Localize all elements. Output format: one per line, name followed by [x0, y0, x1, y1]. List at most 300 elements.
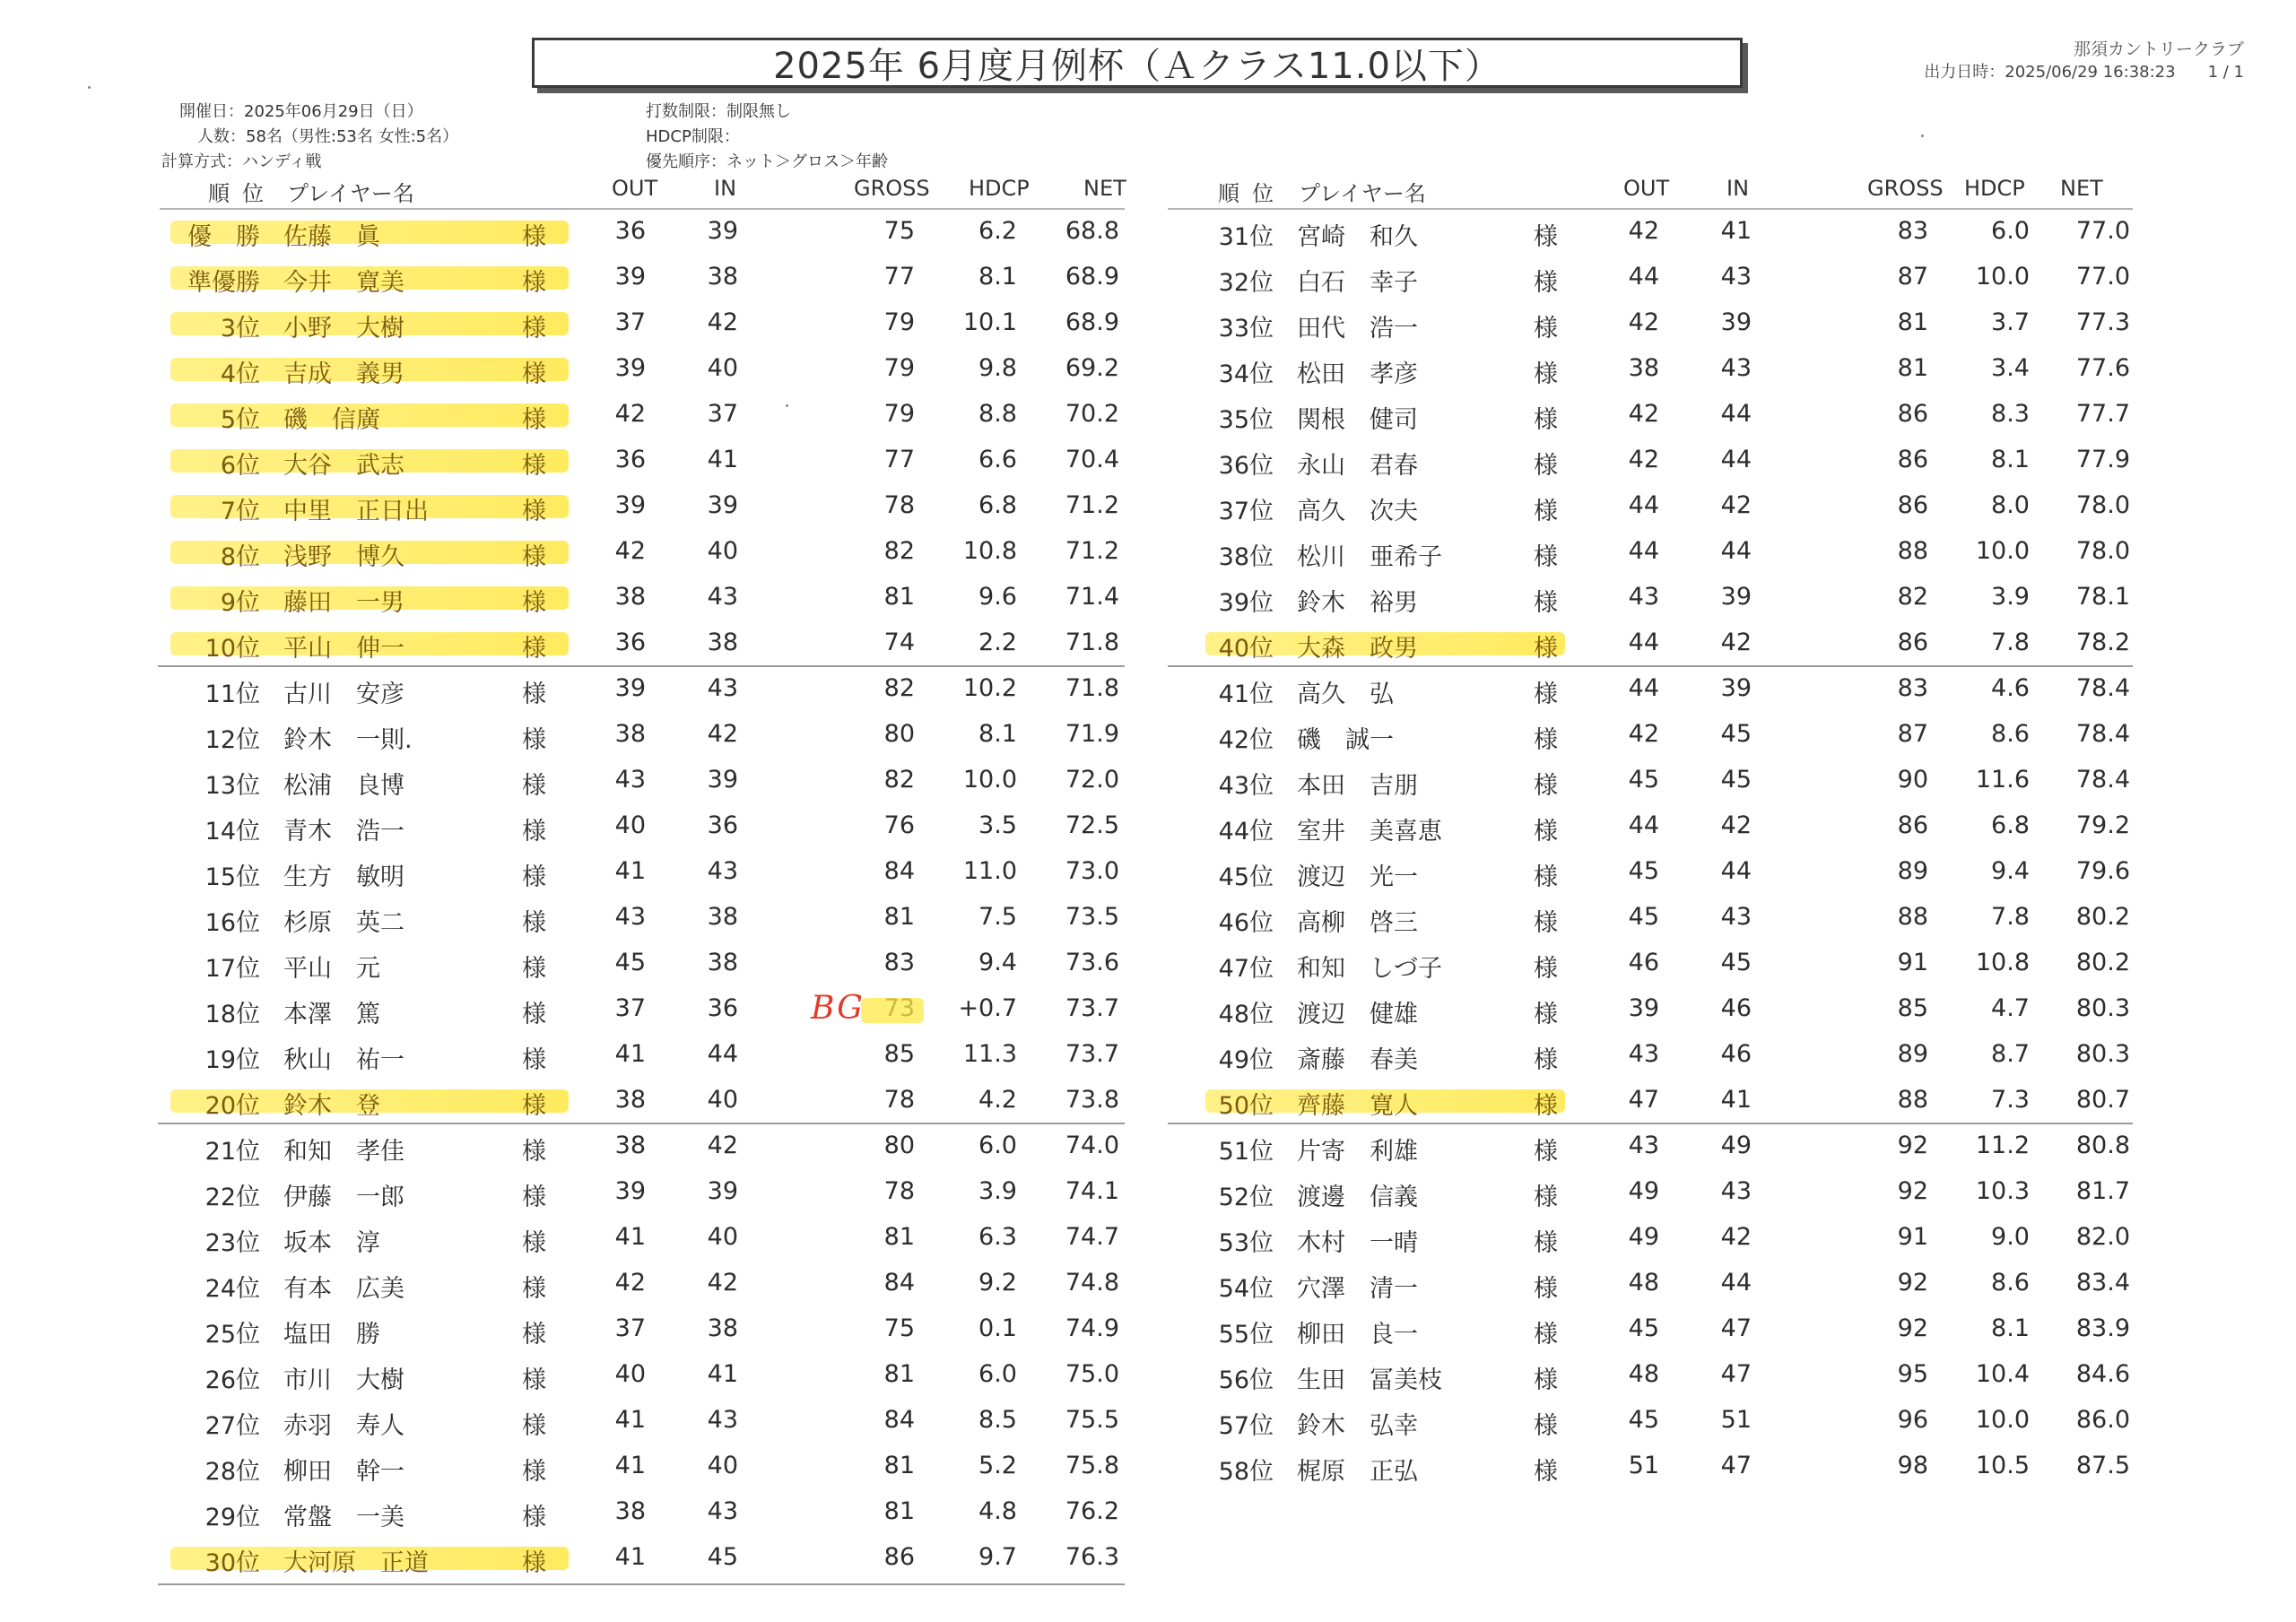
cell-net: 77.6	[2075, 354, 2130, 382]
cell-name: 齊藤 寛人	[1297, 1092, 1418, 1120]
cell-hdcp: 6.8	[1991, 811, 2030, 839]
cell-name: 生方 敏明	[283, 863, 404, 891]
cell-name: 磯 信廣	[283, 406, 380, 434]
table-row	[0, 301, 2296, 347]
cell-name: 赤羽 寿人	[283, 1412, 404, 1440]
cell-in: 36	[707, 811, 738, 839]
cell-in: 38	[707, 903, 738, 931]
cell-rank: 13位	[204, 772, 260, 800]
cell-in: 44	[1720, 400, 1752, 428]
cell-name: 有本 広美	[283, 1275, 404, 1303]
cell-out: 42	[1628, 720, 1659, 748]
scan-speck	[1921, 134, 1924, 137]
right-header-out: OUT	[1623, 176, 1670, 201]
cell-honor: 様	[522, 726, 546, 754]
cell-out: 36	[614, 629, 646, 656]
left-header-in: IN	[714, 176, 737, 201]
cell-name: 永山 君春	[1297, 452, 1418, 480]
cell-gross: 83	[1897, 217, 1928, 245]
cell-name: 田代 浩一	[1297, 315, 1418, 343]
cell-gross: 91	[1897, 1223, 1928, 1251]
cell-rank: 46位	[1218, 909, 1274, 937]
cell-net: 76.3	[1065, 1543, 1119, 1571]
cell-honor: 様	[522, 498, 546, 525]
cell-hdcp: 9.4	[978, 949, 1017, 976]
cell-in: 40	[707, 537, 738, 565]
cell-honor: 様	[522, 1458, 546, 1486]
cell-hdcp: 10.0	[1975, 263, 2030, 291]
cell-hdcp: 10.0	[962, 766, 1017, 794]
cell-honor: 様	[1534, 863, 1558, 891]
cell-in: 45	[707, 1543, 738, 1571]
cell-out: 44	[1628, 491, 1659, 519]
cell-honor: 様	[522, 909, 546, 937]
cell-out: 44	[1628, 629, 1659, 656]
cell-out: 42	[1628, 446, 1659, 473]
cell-gross: 83	[1897, 674, 1928, 702]
cell-rank: 19位	[204, 1046, 260, 1074]
cell-honor: 様	[1534, 315, 1558, 343]
cell-name: 木村 一晴	[1297, 1229, 1418, 1257]
cell-honor: 様	[522, 1046, 546, 1074]
table-row	[0, 530, 2296, 576]
cell-honor: 様	[522, 635, 546, 663]
cell-rank: 30位	[204, 1549, 260, 1577]
cell-hdcp: 3.9	[978, 1177, 1017, 1205]
cell-honor: 様	[522, 1366, 546, 1394]
cell-out: 43	[1628, 1040, 1659, 1068]
cell-rank: 20位	[204, 1092, 260, 1120]
cell-net: 86.0	[2075, 1406, 2130, 1434]
cell-name: 穴澤 清一	[1297, 1275, 1418, 1303]
cell-name: 松田 孝彦	[1297, 360, 1418, 388]
cell-name: 白石 幸子	[1297, 269, 1418, 297]
cell-hdcp: 6.8	[978, 491, 1017, 519]
cell-rank: 8位	[220, 543, 260, 571]
cell-net: 80.2	[2075, 903, 2130, 931]
cell-hdcp: 6.6	[978, 446, 1017, 473]
cell-in: 44	[1720, 537, 1752, 565]
table-row	[0, 256, 2296, 301]
cell-gross: 80	[883, 1132, 915, 1159]
cell-name: 松川 亜希子	[1297, 543, 1442, 571]
cell-hdcp: 8.0	[1991, 491, 2030, 519]
cell-hdcp: 10.4	[1975, 1360, 2030, 1388]
hdcp-limit: HDCP制限：	[646, 127, 740, 146]
cell-out: 43	[1628, 1132, 1659, 1159]
cell-hdcp: 9.8	[978, 354, 1017, 382]
cell-rank: 34位	[1218, 360, 1274, 388]
cell-gross: 75	[883, 217, 915, 245]
cell-in: 42	[707, 720, 738, 748]
cell-out: 41	[614, 1040, 646, 1068]
cell-rank: 36位	[1218, 452, 1274, 480]
cell-out: 44	[1628, 263, 1659, 291]
cell-honor: 様	[1534, 818, 1558, 846]
cell-out: 49	[1628, 1223, 1659, 1251]
cell-rank: 44位	[1218, 818, 1274, 846]
cell-in: 39	[707, 1177, 738, 1205]
cell-hdcp: 8.1	[978, 720, 1017, 748]
cell-name: 渡邊 信義	[1297, 1184, 1418, 1211]
cell-rank: 58位	[1218, 1458, 1274, 1486]
cell-name: 鈴木 登	[283, 1092, 380, 1120]
cell-net: 73.7	[1065, 994, 1119, 1022]
cell-net: 77.9	[2075, 446, 2130, 473]
cell-honor: 様	[1534, 1229, 1558, 1257]
cell-gross: 81	[1897, 354, 1928, 382]
cell-net: 80.7	[2075, 1086, 2130, 1114]
cell-hdcp: 10.0	[1975, 537, 2030, 565]
cell-out: 41	[614, 1223, 646, 1251]
cell-name: 宮崎 和久	[1297, 223, 1418, 251]
cell-rank: 51位	[1218, 1138, 1274, 1166]
cell-out: 38	[614, 1497, 646, 1525]
cell-rank: 10位	[204, 635, 260, 663]
cell-honor: 様	[1534, 360, 1558, 388]
cell-out: 39	[614, 1177, 646, 1205]
cell-rank: 7位	[220, 498, 260, 525]
cell-name: 斎藤 春美	[1297, 1046, 1418, 1074]
table-row	[0, 1490, 2296, 1536]
cell-net: 69.2	[1065, 354, 1119, 382]
cell-gross: 80	[883, 720, 915, 748]
table-row	[0, 1536, 2296, 1582]
cell-in: 43	[1720, 903, 1752, 931]
cell-rank: 16位	[204, 909, 260, 937]
cell-net: 82.0	[2075, 1223, 2130, 1251]
cell-in: 43	[1720, 263, 1752, 291]
cell-in: 40	[707, 1452, 738, 1479]
cell-rank: 18位	[204, 1001, 260, 1028]
cell-honor: 様	[1534, 452, 1558, 480]
cell-out: 37	[614, 1314, 646, 1342]
cell-net: 80.2	[2075, 949, 2130, 976]
cell-out: 38	[1628, 354, 1659, 382]
cell-in: 38	[707, 263, 738, 291]
cell-rank: 14位	[204, 818, 260, 846]
cell-gross: 85	[1897, 994, 1928, 1022]
cell-honor: 様	[522, 1184, 546, 1211]
cell-name: 生田 冨美枝	[1297, 1366, 1442, 1394]
cell-gross: 86	[1897, 629, 1928, 656]
cell-gross: 85	[883, 1040, 915, 1068]
table-row	[0, 484, 2296, 530]
cell-hdcp: 10.0	[1975, 1406, 2030, 1434]
cell-hdcp: 6.0	[978, 1132, 1017, 1159]
cell-honor: 様	[1534, 406, 1558, 434]
cell-rank: 21位	[204, 1138, 260, 1166]
cell-honor: 様	[522, 406, 546, 434]
cell-out: 45	[1628, 1314, 1659, 1342]
cell-name: 鈴木 一則.	[283, 726, 413, 754]
cell-rank: 11位	[204, 681, 260, 708]
cell-gross: 86	[1897, 400, 1928, 428]
cell-honor: 様	[522, 1229, 546, 1257]
cell-gross: 87	[1897, 263, 1928, 291]
output-time: 2025/06/29 16:38:23	[2005, 63, 2176, 82]
table-row	[0, 393, 2296, 438]
cell-out: 39	[614, 491, 646, 519]
cell-honor: 様	[1534, 726, 1558, 754]
cell-net: 72.5	[1065, 811, 1119, 839]
table-row	[0, 1399, 2296, 1444]
cell-net: 74.8	[1065, 1269, 1119, 1297]
cell-rank: 49位	[1218, 1046, 1274, 1074]
cell-out: 45	[1628, 1406, 1659, 1434]
table-row	[0, 1262, 2296, 1307]
cell-net: 78.4	[2075, 720, 2130, 748]
cell-gross: 92	[1897, 1177, 1928, 1205]
cell-honor: 様	[522, 863, 546, 891]
cell-net: 78.0	[2075, 491, 2130, 519]
cell-out: 37	[614, 308, 646, 336]
cell-out: 42	[1628, 308, 1659, 336]
right-header-net: NET	[2060, 176, 2103, 201]
cell-hdcp: 3.5	[978, 811, 1017, 839]
cell-rank: 50位	[1218, 1092, 1274, 1120]
cell-gross: 84	[883, 1406, 915, 1434]
cell-in: 49	[1720, 1132, 1752, 1159]
cell-in: 45	[1720, 766, 1752, 794]
cell-honor: 様	[1534, 543, 1558, 571]
cell-net: 77.0	[2075, 217, 2130, 245]
table-row	[0, 850, 2296, 896]
scan-speck	[786, 404, 788, 407]
cell-out: 39	[614, 674, 646, 702]
cell-rank: 53位	[1218, 1229, 1274, 1257]
cell-out: 37	[614, 994, 646, 1022]
left-header-player: プレイヤー名	[287, 181, 414, 206]
cell-in: 40	[707, 1223, 738, 1251]
cell-honor: 様	[522, 1275, 546, 1303]
cell-hdcp: 11.0	[962, 857, 1017, 885]
cell-rank: 22位	[204, 1184, 260, 1211]
cell-hdcp: 4.7	[1991, 994, 2030, 1022]
cell-in: 47	[1720, 1360, 1752, 1388]
cell-name: 坂本 淳	[283, 1229, 380, 1257]
right-header-rank: 順位	[1218, 181, 1286, 206]
cell-hdcp: 8.5	[978, 1406, 1017, 1434]
output-datetime	[1924, 59, 2244, 82]
cell-in: 44	[1720, 1269, 1752, 1297]
cell-net: 73.7	[1065, 1040, 1119, 1068]
cell-net: 77.3	[2075, 308, 2130, 336]
cell-gross: 86	[1897, 446, 1928, 473]
left-header-hdcp: HDCP	[969, 176, 1030, 201]
cell-rank: 準優勝	[187, 269, 260, 297]
cell-honor: 様	[1534, 909, 1558, 937]
cell-gross: 89	[1897, 1040, 1928, 1068]
cell-honor: 様	[522, 223, 546, 251]
cell-rank: 52位	[1218, 1184, 1274, 1211]
cell-honor: 様	[522, 589, 546, 617]
cell-hdcp: 7.5	[978, 903, 1017, 931]
cell-rank: 4位	[220, 360, 260, 388]
cell-rank: 5位	[220, 406, 260, 434]
cell-gross: 81	[883, 1223, 915, 1251]
cell-net: 71.8	[1065, 629, 1119, 656]
cell-net: 75.0	[1065, 1360, 1119, 1388]
scan-speck	[88, 86, 91, 89]
cell-gross: 86	[883, 1543, 915, 1571]
table-row	[0, 759, 2296, 804]
cell-net: 74.9	[1065, 1314, 1119, 1342]
cell-rank: 35位	[1218, 406, 1274, 434]
cell-out: 45	[1628, 766, 1659, 794]
cell-gross: 77	[883, 446, 915, 473]
cell-rank: 28位	[204, 1458, 260, 1486]
cell-rank: 27位	[204, 1412, 260, 1440]
cell-out: 42	[1628, 400, 1659, 428]
cell-honor: 様	[522, 315, 546, 343]
cell-gross: 78	[883, 1177, 915, 1205]
cell-gross: 77	[883, 263, 915, 291]
cell-in: 43	[1720, 1177, 1752, 1205]
cell-out: 38	[614, 583, 646, 611]
cell-in: 45	[1720, 720, 1752, 748]
cell-out: 42	[614, 1269, 646, 1297]
club-name: 那須カントリークラブ	[2073, 39, 2244, 59]
cell-out: 46	[1628, 949, 1659, 976]
page-title: 2025年 6月度月例杯（Ａクラス11.0以下）	[532, 38, 1743, 88]
cell-gross: 96	[1897, 1406, 1928, 1434]
output-label: 出力日時：	[1924, 63, 2005, 82]
cell-net: 80.8	[2075, 1132, 2130, 1159]
cell-in: 39	[1720, 583, 1752, 611]
cell-gross: 81	[883, 1452, 915, 1479]
table-row	[0, 347, 2296, 393]
cell-hdcp: 8.7	[1991, 1040, 2030, 1068]
cell-name: 青木 浩一	[283, 818, 404, 846]
cell-rank: 43位	[1218, 772, 1274, 800]
cell-name: 常盤 一美	[283, 1504, 404, 1531]
cell-out: 44	[1628, 674, 1659, 702]
gross-highlight-mark	[861, 998, 924, 1023]
cell-honor: 様	[1534, 681, 1558, 708]
cell-name: 大谷 武志	[283, 452, 404, 480]
cell-net: 83.9	[2075, 1314, 2130, 1342]
table-row	[0, 987, 2296, 1033]
cell-rank: 40位	[1218, 635, 1274, 663]
cell-out: 43	[614, 766, 646, 794]
cell-in: 41	[707, 446, 738, 473]
cell-net: 68.9	[1065, 308, 1119, 336]
cell-honor: 様	[522, 1549, 546, 1577]
cell-gross: 81	[1897, 308, 1928, 336]
cell-net: 70.2	[1065, 400, 1119, 428]
cell-net: 74.0	[1065, 1132, 1119, 1159]
cell-gross: 76	[883, 811, 915, 839]
table-row	[0, 804, 2296, 850]
cell-hdcp: 8.1	[1991, 1314, 2030, 1342]
cell-hdcp: 8.1	[978, 263, 1017, 291]
cell-out: 38	[614, 1132, 646, 1159]
cell-out: 38	[614, 1086, 646, 1114]
cell-hdcp: 10.2	[962, 674, 1017, 702]
cell-name: 平山 元	[283, 955, 380, 983]
table-row	[0, 1307, 2296, 1353]
cell-gross: 92	[1897, 1132, 1928, 1159]
table-row	[0, 210, 2296, 256]
cell-out: 44	[1628, 537, 1659, 565]
cell-hdcp: 6.0	[978, 1360, 1017, 1388]
cell-out: 43	[1628, 583, 1659, 611]
cell-honor: 様	[1534, 1275, 1558, 1303]
cell-net: 77.0	[2075, 263, 2130, 291]
cell-hdcp: 8.1	[1991, 446, 2030, 473]
cell-net: 84.6	[2075, 1360, 2130, 1388]
table-bottom-rule	[158, 1583, 1125, 1585]
cell-net: 83.4	[2075, 1269, 2130, 1297]
cell-name: 和知 孝佳	[283, 1138, 404, 1166]
cell-gross: 92	[1897, 1269, 1928, 1297]
cell-hdcp: 9.6	[978, 583, 1017, 611]
cell-gross: 81	[883, 583, 915, 611]
cell-rank: 38位	[1218, 543, 1274, 571]
right-header-hdcp: HDCP	[1964, 176, 2025, 201]
cell-in: 39	[707, 766, 738, 794]
cell-out: 51	[1628, 1452, 1659, 1479]
cell-name: 小野 大樹	[283, 315, 404, 343]
event-date: 開催日：2025年06月29日（日）	[179, 102, 423, 121]
cell-honor: 様	[1534, 1458, 1558, 1486]
cell-name: 秋山 祐一	[283, 1046, 404, 1074]
cell-hdcp: 10.1	[962, 308, 1017, 336]
cell-gross: 87	[1897, 720, 1928, 748]
cell-in: 42	[707, 1132, 738, 1159]
cell-rank: 41位	[1218, 681, 1274, 708]
cell-hdcp: 10.5	[1975, 1452, 2030, 1479]
cell-in: 42	[1720, 1223, 1752, 1251]
cell-hdcp: 8.6	[1991, 720, 2030, 748]
cell-rank: 31位	[1218, 223, 1274, 251]
cell-hdcp: 10.8	[962, 537, 1017, 565]
cell-gross: 91	[1897, 949, 1928, 976]
cell-in: 51	[1720, 1406, 1752, 1434]
cell-in: 45	[1720, 949, 1752, 976]
cell-name: 吉成 義男	[283, 360, 404, 388]
cell-net: 73.5	[1065, 903, 1119, 931]
cell-gross: 95	[1897, 1360, 1928, 1388]
cell-out: 39	[614, 263, 646, 291]
cell-in: 39	[707, 491, 738, 519]
priority-order: 優先順序：ネット＞グロス＞年齢	[646, 152, 888, 171]
cell-gross: 79	[883, 400, 915, 428]
cell-honor: 様	[1534, 589, 1558, 617]
table-row	[0, 621, 2296, 667]
cell-hdcp: 10.3	[1975, 1177, 2030, 1205]
cell-honor: 様	[522, 543, 546, 571]
cell-name: 今井 寛美	[283, 269, 404, 297]
cell-in: 47	[1720, 1314, 1752, 1342]
cell-honor: 様	[522, 360, 546, 388]
cell-net: 70.4	[1065, 446, 1119, 473]
cell-out: 42	[614, 400, 646, 428]
cell-net: 78.2	[2075, 629, 2130, 656]
cell-in: 36	[707, 994, 738, 1022]
cell-net: 74.7	[1065, 1223, 1119, 1251]
cell-honor: 様	[1534, 1184, 1558, 1211]
cell-net: 80.3	[2075, 1040, 2130, 1068]
cell-hdcp: 3.9	[1991, 583, 2030, 611]
cell-out: 44	[1628, 811, 1659, 839]
cell-in: 42	[707, 308, 738, 336]
table-row	[0, 1124, 2296, 1170]
cell-gross: 86	[1897, 491, 1928, 519]
cell-net: 77.7	[2075, 400, 2130, 428]
cell-hdcp: 4.2	[978, 1086, 1017, 1114]
